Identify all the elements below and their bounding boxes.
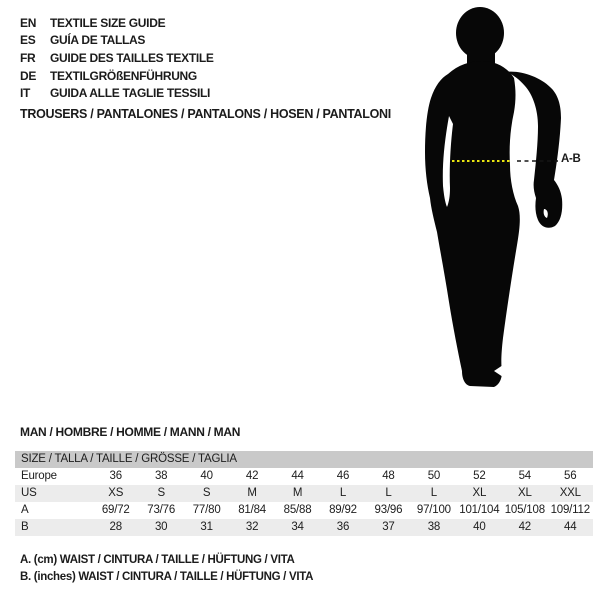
size-cell: 36: [336, 521, 350, 533]
size-cell: S: [202, 487, 211, 499]
size-cell: 81/84: [238, 504, 266, 516]
size-cell: L: [339, 487, 347, 499]
size-cell: M: [292, 487, 303, 499]
language-label: GUIDA ALLE TAGLIE TESSILI: [50, 86, 211, 101]
size-cell: L: [385, 487, 392, 499]
size-cell: S: [157, 487, 165, 499]
size-cell: 85/88: [283, 504, 312, 516]
size-table: [15, 451, 593, 536]
size-cell: 30: [154, 521, 168, 533]
language-label: GUIDE DES TAILLES TEXTILE: [50, 50, 214, 65]
size-cell: 40: [200, 470, 213, 482]
table-row-us: [15, 485, 593, 502]
size-cell: XL: [517, 487, 532, 499]
size-cell: 50: [427, 470, 441, 482]
size-cell: 36: [109, 470, 122, 482]
language-code: ES: [20, 33, 36, 48]
language-label: GUÍA DE TALLAS: [50, 33, 146, 48]
size-cell: 56: [564, 470, 577, 482]
silhouette-body: [425, 61, 520, 387]
size-cell: 77/80: [192, 504, 221, 516]
size-cell: M: [247, 487, 257, 499]
table-row-a-cm: [15, 502, 593, 519]
size-cell: XXL: [559, 487, 581, 499]
size-cell: 46: [336, 470, 350, 482]
size-cell: 105/108: [504, 504, 545, 516]
size-cell: 31: [200, 521, 213, 533]
row-label: Europe: [21, 470, 57, 482]
row-label: B: [21, 521, 29, 533]
men-section-heading: MAN / HOMBRE / HOMME / MANN / MAN: [20, 425, 241, 439]
size-cell: 32: [245, 521, 259, 533]
size-cell: 52: [473, 470, 486, 482]
size-cell: 42: [518, 521, 531, 533]
size-cell: 101/104: [459, 504, 500, 516]
language-code: FR: [20, 50, 36, 65]
language-label: TEXTILGRÖßENFÜHRUNG: [50, 68, 197, 83]
table-row-b-inches: [15, 519, 593, 536]
size-cell: 48: [382, 470, 395, 482]
size-cell: 34: [291, 521, 304, 533]
note-inches: B. (inches) WAIST / CINTURA / TAILLE / HÜFTUNG / VITA: [20, 570, 314, 583]
language-code: IT: [20, 86, 31, 101]
size-cell: 69/72: [101, 504, 130, 516]
size-cell: 44: [564, 521, 577, 533]
size-cell: 54: [518, 470, 531, 482]
note-cm: A. (cm) WAIST / CINTURA / TAILLE / HÜFTUNG / VITA: [20, 554, 295, 566]
size-cell: 40: [473, 521, 486, 533]
row-label: A: [21, 504, 29, 516]
measure-label: A-B: [561, 153, 581, 165]
size-cell: 38: [427, 521, 441, 533]
size-cell: XS: [108, 487, 124, 499]
size-cell: 93/96: [374, 504, 403, 516]
size-cell: 73/76: [147, 504, 176, 516]
size-cell: 42: [245, 470, 259, 482]
size-cell: 89/92: [329, 504, 357, 516]
product-heading: TROUSERS / PANTALONES / PANTALONS / HOSEN / PANTALONI: [20, 107, 391, 121]
measure-notes: [20, 552, 313, 585]
size-cell: 97/100: [416, 504, 451, 516]
row-label: US: [21, 487, 37, 499]
size-cell: L: [430, 487, 437, 499]
size-table-header: SIZE / TALLA / TAILLE / GRÖSSE / TAGLIA: [15, 451, 593, 468]
size-cell: 37: [382, 521, 395, 533]
language-label: TEXTILE SIZE GUIDE: [50, 15, 166, 30]
size-cell: XL: [472, 487, 487, 499]
table-row-europe: [15, 468, 593, 485]
language-code: DE: [20, 68, 37, 83]
size-cell: 109/112: [550, 504, 590, 516]
language-code: EN: [20, 15, 37, 30]
size-cell: 44: [291, 470, 304, 482]
size-cell: 38: [154, 470, 168, 482]
size-cell: 28: [109, 521, 122, 533]
